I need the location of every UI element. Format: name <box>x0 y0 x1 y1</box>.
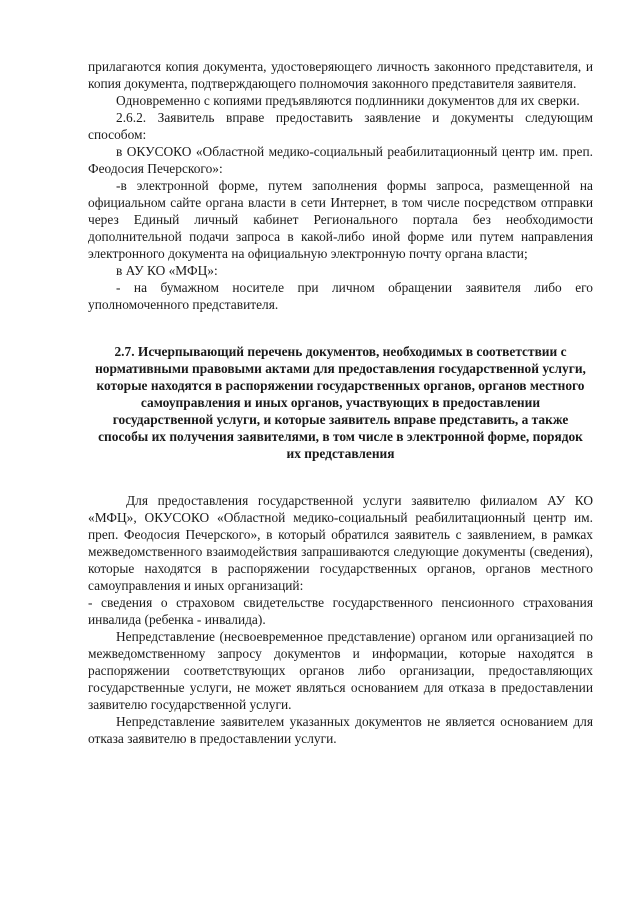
paragraph-representative-docs: прилагаются копия документа, удостоверяющего личность законного представителя, и копия документа, подтверждающего полномочия законного представителя заявителя. <box>88 59 593 91</box>
paragraph-electronic-form: -в электронной форме, путем заполнения формы запроса, размещенной на официальном сайте органа власти в сети Интернет, в том числе посредством отправки через Единый личный кабинет Регионального портала без необходимости дополнительной подачи запроса в какой-либо иной форме или путем направления электронного документа на официальную электронную почту органа власти; <box>88 178 593 261</box>
paragraph-interagency-request: Для предоставления государственной услуги заявителю филиалом АУ КО «МФЦ», ОКУСОКО «Областной медико-социальный реабилитационный центр им. преп. Феодосия Печерского», в который обратился заявитель с заявлением, в рамках межведомственного взаимодействия запрашиваются следующие документы (сведения), которые находятся в распоряжении государственных органов, органов местного самоуправления и иных организаций: <box>88 493 593 593</box>
document-page <box>88 58 593 747</box>
paragraph-originals: Одновременно с копиями предъявляются подлинники документов для их сверки. <box>116 93 580 108</box>
paragraph-non-submission-applicant: Непредставление заявителем указанных документов не является основанием для отказа заявителю в предоставлении услуги. <box>88 714 593 746</box>
spacer <box>88 462 593 492</box>
paragraph-mfc: в АУ КО «МФЦ»: <box>116 263 218 278</box>
paragraph-okusoko: в ОКУСОКО «Областной медико-социальный реабилитационный центр им. преп. Феодосия Печерского»: <box>88 144 593 176</box>
paragraph-paper-medium: - на бумажном носителе при личном обращении заявителя либо его уполномоченного представителя. <box>88 280 593 312</box>
paragraph-pension-insurance: - сведения о страховом свидетельстве государственного пенсионного страхования инвалида (ребенка - инвалида). <box>88 595 593 627</box>
paragraph-non-submission-organ: Непредставление (несвоевременное представление) органом или организацией по межведомственному запросу документов и информации, которые находятся в распоряжении соответствующих органов либо организации, предоставляющих государственные услуги, не может являться основанием для отказа в предоставлении заявителю государственной услуги. <box>88 629 593 712</box>
section-heading-2-7: 2.7. Исчерпывающий перечень документов, необходимых в соответствии с нормативными правовыми актами для предоставления государственной услуги, которые находятся в распоряжении государственных органов, органов местного самоуправления и иных органов, участвующих в предоставлении государственной услуги, и которые заявитель вправе представить, а также способы их получения заявителями, в том числе в электронной форме, порядок их представления <box>95 344 586 461</box>
paragraph-2-6-2: 2.6.2. Заявитель вправе предоставить заявление и документы следующим способом: <box>88 110 593 142</box>
